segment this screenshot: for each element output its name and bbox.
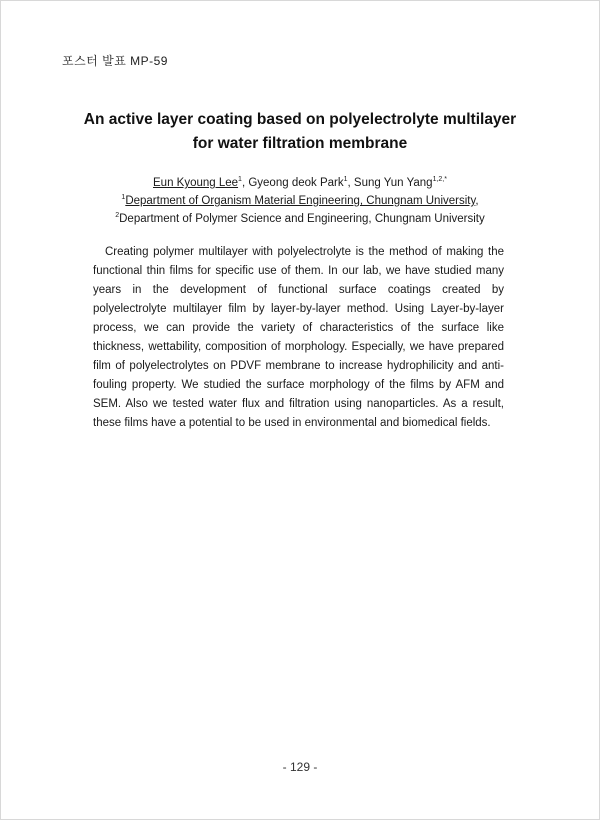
author-separator: ,: [241, 177, 249, 189]
affiliation-text: Department of Organism Material Engineering, Chungnam University: [125, 195, 476, 207]
affiliation-1: [40, 192, 560, 210]
paper-title: [60, 108, 540, 156]
author-affiliation-mark: 1: [238, 176, 242, 183]
abstract-body: Creating polymer multilayer with polyelectrolyte is the method of making the functional thin films for specific use of them. In our lab, we have studied many years in the development of functional surface coatings created by polyelectrolyte multilayer film by layer-by-layer method. Using Layer-by-layer process, we can provide the variety of characteristics of the surface like thickness, wettability, composition of morphology. Especially, we have prepared film of polyelectrolytes on PDVF membrane to increase hydrophilicity and anti-fouling property. We studied the surface morphology of the films by AFM and SEM. Also we tested water flux and filtration using nanoparticles. As a result, these films have a potential to be used in environmental and biomedical fields.: [93, 246, 504, 429]
session-label: 포스터 발표 MP-59: [62, 54, 168, 68]
paper-title-line-1: An active layer coating based on polyelectrolyte multilayer: [83, 111, 517, 128]
affiliation-mark: 1: [121, 194, 126, 201]
page-number: - 129 -: [282, 760, 318, 774]
author-affiliation-mark: 1,2,*: [432, 176, 447, 183]
affiliation-text: Department of Polymer Science and Engineering, Chungnam University: [119, 213, 485, 225]
author-name: Eun Kyoung Lee: [153, 177, 239, 189]
author-list: [40, 174, 560, 192]
paper-title-line-2: for water filtration membrane: [192, 135, 408, 152]
author-affiliation-mark: 1: [343, 176, 348, 183]
author-name: Sung Yun Yang: [353, 177, 433, 189]
author-block: [40, 174, 560, 228]
author-separator: ,: [347, 177, 354, 189]
affiliation-2: [40, 210, 560, 228]
affiliation-trail: ,: [475, 195, 479, 207]
affiliation-mark: 2: [115, 212, 120, 219]
author-name: Gyeong deok Park: [248, 177, 344, 189]
